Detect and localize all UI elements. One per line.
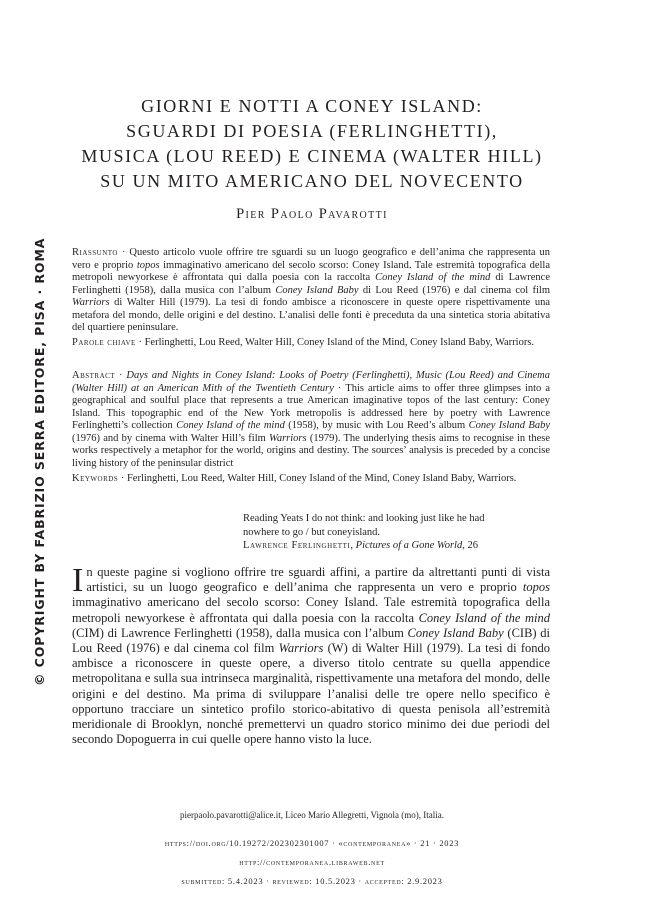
copyright-text: © COPYRIGHT BY FABRIZIO SERRA EDITORE, PISA · ROMA xyxy=(32,237,47,686)
body-italic: Warriors xyxy=(278,641,324,656)
title-line: SGUARDI DI POESIA (FERLINGHETTI), xyxy=(126,121,498,141)
body-text: (W) di Walter Hill (1979). La tesi di fondo ambisce a riconoscere in queste opere, a diverso titolo centrate su quella appendice metropolitana e sulla sua intrinseca marginalità, rispettivamente una metafora del mondo, delle origini e del destino. Ma prima di sviluppare l’analisi delle tre opere nello specifico è opportuno tracciare un sintetico profilo storico-abitativo di questa penisola all’estremità meridionale di Brooklyn, nonché premettervi un quadro storico minimo dei due periodi del secondo Dopoguerra in cui quelle opere hanno visto la luce. xyxy=(72,641,551,747)
copyright-notice-vertical xyxy=(18,214,47,686)
body-italic: Coney Island Baby xyxy=(407,625,504,640)
epigraph-line: nowhere to go / but coneyisland. xyxy=(243,526,381,538)
abstract-text: (1976) and by cinema with Walter Hill’s film xyxy=(72,432,270,444)
epigraph-author: Lawrence Ferlinghetti xyxy=(243,540,351,551)
epigraph xyxy=(243,512,548,553)
parole-chiave-label: Parole chiave xyxy=(72,337,136,348)
riassunto-italic: topos xyxy=(136,259,160,271)
riassunto-text: di Lawrence Ferlinghetti (1958), dalla musica con l’album xyxy=(72,272,550,296)
abstract-label: Abstract xyxy=(72,370,116,381)
author-email-affiliation: pierpaolo.pavarotti@alice.it, Liceo Mario Allegretti, Vignola (mo), Italia. xyxy=(180,810,444,820)
abstract-paragraph xyxy=(72,370,550,470)
body-paragraph xyxy=(72,562,551,747)
body-italic: Coney Island of the mind xyxy=(418,610,550,625)
author-name: Pier Paolo Pavarotti xyxy=(236,206,388,222)
abstract-text: (1958), by music with Lou Reed’s album xyxy=(284,420,469,431)
epigraph-page: , 26 xyxy=(462,540,478,551)
body-text: n queste pagine si vogliono offrire tre sguardi affini, a partire da altrettanti punti di vista artistici, su un luogo geografico e dell’anima che rappresenta un vero e proprio xyxy=(86,565,550,595)
keywords-text: · Ferlinghetti, Lou Reed, Walter Hill, Coney Island of the Mind, Coney Island Baby, Warriors. xyxy=(118,473,517,484)
riassunto-italic: Coney Island of the mind xyxy=(375,272,491,283)
epigraph-separator: , xyxy=(350,540,356,551)
title-line: GIORNI E NOTTI A CONEY ISLAND: xyxy=(141,96,483,116)
doi-line: https://doi.org/10.19272/202302301007 · «contemporanea» · 21 · 2023 xyxy=(164,838,460,848)
riassunto-text: di Walter Hill (1979). La tesi di fondo ambisce a riconoscere in queste opere rispettivamente una metafora del mondo, delle origini e del destino. L’analisi delle fonti è preceduta da una sintetica storia abitativa del quartiere peninsulare. xyxy=(72,297,550,333)
abstract-italic: Warriors xyxy=(269,432,307,444)
parole-chiave-paragraph xyxy=(72,337,550,350)
keywords-label: Keywords xyxy=(72,473,119,484)
title-line: SU UN MITO AMERICANO DEL NOVECENTO xyxy=(100,171,524,191)
journal-url: http://contemporanea.libraweb.net xyxy=(239,857,385,867)
keywords-paragraph xyxy=(72,473,550,486)
riassunto-italic: Coney Island Baby xyxy=(275,284,359,296)
drop-cap: I xyxy=(72,562,84,599)
riassunto-paragraph xyxy=(72,247,550,335)
body-italic: topos xyxy=(522,580,550,595)
body-text: immaginativo americano del secolo scorso: Coney Island. Tale estremità topografica della metropoli newyorkese è affrontata qui dalla poesia con la raccolta xyxy=(72,595,550,625)
body-text: (CIM) di Lawrence Ferlinghetti (1958), dalla musica con l’album xyxy=(72,625,408,640)
parole-chiave-text: · Ferlinghetti, Lou Reed, Walter Hill, Coney Island of the Mind, Coney Island Baby, Warriors. xyxy=(135,337,535,348)
epigraph-line: Reading Yeats I do not think: and looking just like he had xyxy=(243,513,485,524)
riassunto-italic: Warriors xyxy=(72,297,110,308)
riassunto-label: Riassunto xyxy=(72,247,118,258)
article-title xyxy=(72,94,552,194)
title-line: MUSICA (LOU REED) E CINEMA (WALTER HILL) xyxy=(81,146,543,166)
epigraph-source xyxy=(243,539,548,553)
abstract-text: (1979). The underlying thesis aims to recognise in these works respectively a metaphor for the world, origins and destiny. The sources’ analysis is preceded by a concise living history of the peninsular district xyxy=(72,432,550,469)
submission-dates: submitted: 5.4.2023 · reviewed: 10.5.2023 · accepted: 2.9.2023 xyxy=(181,876,443,886)
epigraph-work: Pictures of a Gone World xyxy=(355,540,463,551)
riassunto-text: di Lou Reed (1976) e dal cinema col film xyxy=(358,284,551,296)
abstract-title-italic: Days and Nights in Coney Island: Looks of Poetry (Ferlinghetti), Music (Lou Reed) and Cinema (Walter Hill) at an American Mith of the Twentieth Century xyxy=(72,370,550,394)
abstract-italic: Coney Island Baby xyxy=(468,420,550,431)
riassunto-text: immaginativo americano del secolo scorso: Coney Island. Tale estremità topografica della metropoli newyorkese è affrontata qui dalla poesia con la raccolta xyxy=(72,259,550,283)
abstract-text: · This article aims to offer three glimpses into a geographical and soulful place that represents a true American imaginative topos of the last century: Coney Island. This topographic end of the New York metropolis is addressed here by poetry with Lawrence Ferlinghetti’s collection xyxy=(72,382,551,431)
abstract-text: · xyxy=(115,370,127,381)
body-text: (CIB) di Lou Reed (1976) e dal cinema col film xyxy=(72,625,551,656)
riassunto-text: · Questo articolo vuole offrire tre sguardi su un luogo geografico e dell’anima che rappresenta un vero e proprio xyxy=(72,247,550,271)
abstract-italic: Coney Island of the mind xyxy=(176,420,285,431)
